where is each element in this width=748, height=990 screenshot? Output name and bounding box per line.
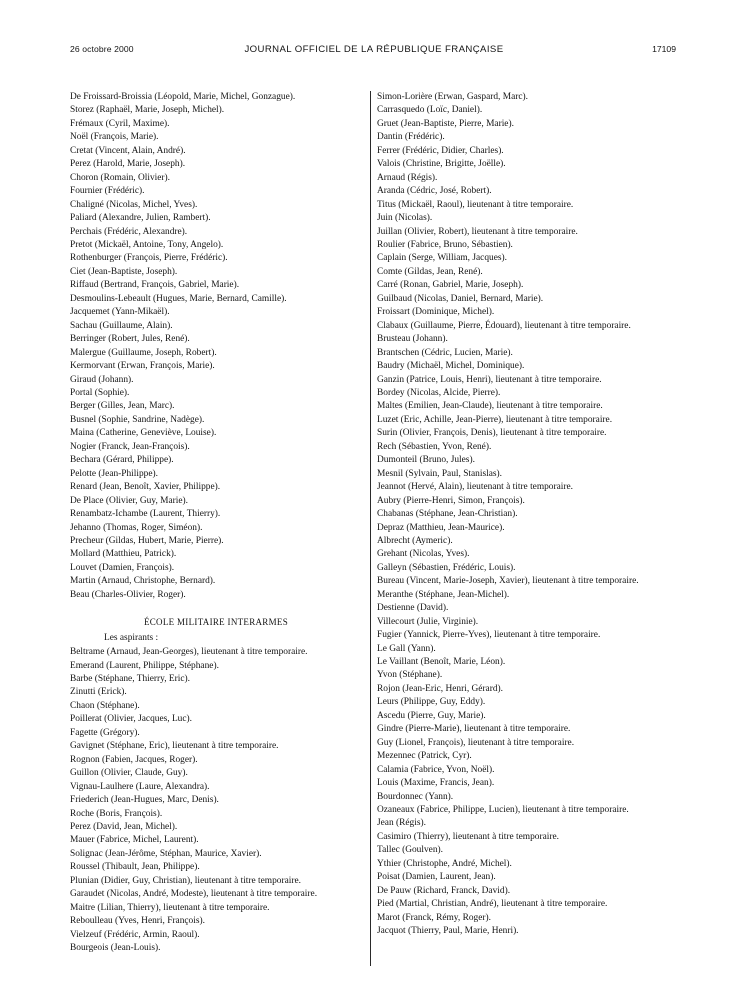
list-item: Arnaud (Régis). (377, 172, 438, 183)
list-item: Mezennec (Patrick, Cyr). (377, 751, 472, 762)
list-item: Roussel (Thibault, Jean, Philippe). (70, 862, 200, 873)
list-item: Plunian (Didier, Guy, Christian), lieutenant à titre temporaire. (70, 875, 301, 886)
list-item: Chaligné (Nicolas, Michel, Yves). (70, 199, 198, 210)
list-item: Comte (Gildas, Jean, René). (377, 266, 483, 277)
list-item: Cretat (Vincent, Alain, André). (70, 145, 186, 156)
list-item: Solignac (Jean-Jérôme, Stéphan, Maurice, Xavier). (70, 848, 262, 859)
list-item: Giraud (Johann). (70, 374, 134, 385)
list-item: Rothenburger (François, Pierre, Frédéric). (70, 253, 228, 264)
right-column (377, 91, 675, 939)
list-item: Surin (Olivier, François, Denis), lieutenant à titre temporaire. (377, 428, 607, 439)
list-item: Pelotte (Jean-Philippe). (70, 468, 159, 479)
list-item: Fagette (Grégory). (70, 727, 140, 738)
list-item: Guilbaud (Nicolas, Daniel, Bernard, Marie). (377, 293, 544, 304)
list-item: Fournier (Frédéric). (70, 186, 145, 197)
list-item: Jean (Régis). (377, 818, 426, 829)
list-item: Bureau (Vincent, Marie-Joseph, Xavier), lieutenant à titre temporaire. (377, 576, 639, 587)
list-item: Renard (Jean, Benoît, Xavier, Philippe). (70, 482, 221, 493)
list-item: Frémaux (Cyril, Maxime). (70, 118, 170, 129)
list-item: Ozaneaux (Fabrice, Philippe, Lucien), lieutenant à titre temporaire. (377, 805, 629, 816)
list-item: Luzet (Eric, Achille, Jean-Pierre), lieutenant à titre temporaire. (377, 414, 613, 425)
list-item: Ferrer (Frédéric, Didier, Charles). (377, 145, 504, 156)
list-item: Martin (Arnaud, Christophe, Bernard). (70, 576, 216, 587)
list-item: Carrasquedo (Loïc, Daniel). (377, 105, 483, 116)
list-item: Kermorvant (Erwan, François, Marie). (70, 361, 215, 372)
list-item: Portal (Sophie). (70, 387, 130, 398)
list-item: Simon-Lorière (Erwan, Gaspard, Marc). (377, 92, 528, 102)
list-item: Aranda (Cédric, José, Robert). (377, 186, 492, 197)
list-item: Perez (Harold, Marie, Joseph). (70, 159, 186, 170)
list-item: Calamia (Fabrice, Yvon, Noël). (377, 764, 495, 775)
list-item: Vignau-Laulhere (Laure, Alexandra). (70, 781, 210, 792)
list-item: Chabanas (Stéphane, Jean-Christian). (377, 509, 518, 520)
list-item: Jeannot (Hervé, Alain), lieutenant à titre temporaire. (377, 482, 574, 493)
list-item: Yvon (Stéphane). (377, 670, 443, 681)
list-item: Maina (Catherine, Geneviève, Louise). (70, 428, 217, 439)
list-item: Jehanno (Thomas, Roger, Siméon). (70, 522, 203, 533)
list-item: Galleyn (Sébastien, Frédéric, Louis). (377, 562, 516, 573)
list-item: Sachau (Guillaume, Alain). (70, 320, 173, 331)
column-divider (370, 91, 371, 966)
list-item: Maitre (Lilian, Thierry), lieutenant à titre temporaire. (70, 902, 270, 913)
list-item: Louvet (Damien, François). (70, 562, 175, 573)
list-item: Gindre (Pierre-Marie), lieutenant à titre temporaire. (377, 724, 571, 735)
list-item: Perez (David, Jean, Michel). (70, 822, 178, 833)
list-item: Bourdonnec (Yann). (377, 791, 454, 802)
list-item: Emerand (Laurent, Philippe, Stéphane). (70, 660, 219, 671)
page-number: 17109 (652, 44, 676, 54)
list-item: Friederich (Jean-Hugues, Marc, Denis). (70, 795, 219, 806)
list-item: Valois (Christine, Brigitte, Joëlle). (377, 159, 506, 170)
list-item: Casimiro (Thierry), lieutenant à titre temporaire. (377, 831, 559, 842)
list-item: Aubry (Pierre-Henri, Simon, François). (377, 495, 525, 506)
name-list-top (70, 91, 362, 602)
list-item: Ciet (Jean-Baptiste, Joseph). (70, 266, 178, 277)
list-item: Albrecht (Aymeric). (377, 535, 453, 546)
list-item: Mauer (Fabrice, Michel, Laurent). (70, 835, 199, 846)
list-item: Nogier (Franck, Jean-François). (70, 441, 190, 452)
list-item: Bechara (Gérard, Philippe). (70, 455, 174, 466)
list-item: Choron (Romain, Olivier). (70, 172, 170, 183)
list-item: Riffaud (Bertrand, François, Gabriel, Marie). (70, 280, 240, 291)
list-item: Dumonteil (Bruno, Jules). (377, 455, 475, 466)
list-item: De Place (Olivier, Guy, Marie). (70, 495, 188, 506)
list-item: Juin (Nicolas). (377, 213, 433, 224)
list-item: Fugier (Yannick, Pierre-Yves), lieutenant à titre temporaire. (377, 630, 601, 641)
header-date: 26 octobre 2000 (70, 44, 134, 54)
list-item: Garaudet (Nicolas, André, Modeste), lieutenant à titre temporaire. (70, 889, 318, 900)
list-item: Rech (Sébastien, Yvon, René). (377, 441, 492, 452)
list-item: Ganzin (Patrice, Louis, Henri), lieutenant à titre temporaire. (377, 374, 602, 385)
list-item: Pied (Martial, Christian, André), lieutenant à titre temporaire. (377, 899, 608, 910)
list-item: Barbe (Stéphane, Thierry, Eric). (70, 674, 191, 685)
list-item: Clabaux (Guillaume, Pierre, Édouard), lieutenant à titre temporaire. (377, 320, 631, 331)
list-item: Destienne (David). (377, 603, 449, 614)
list-item: Gavignet (Stéphane, Eric), lieutenant à titre temporaire. (70, 741, 279, 752)
list-item: Reboulleau (Yves, Henri, François). (70, 916, 205, 927)
list-item: Brantschen (Cédric, Lucien, Marie). (377, 347, 513, 358)
name-list-aspirants (70, 646, 362, 955)
list-item: Perchais (Frédéric, Alexandre). (70, 226, 188, 237)
section-title: ÉCOLE MILITAIRE INTERARMES (143, 617, 289, 628)
list-item: Noël (François, Marie). (70, 132, 159, 143)
list-item: De Froissard-Broissia (Léopold, Marie, Michel, Gonzague). (70, 92, 296, 102)
section-subhead: Les aspirants : (104, 632, 159, 643)
journal-title: JOURNAL OFFICIEL DE LA RÉPUBLIQUE FRANÇAISE (244, 44, 504, 55)
list-item: Poillerat (Olivier, Jacques, Luc). (70, 714, 192, 725)
list-item: Berger (Gilles, Jean, Marc). (70, 401, 175, 412)
list-item: Bordey (Nicolas, Alcide, Pierre). (377, 387, 501, 398)
list-item: Vielzeuf (Frédéric, Armin, Raoul). (70, 929, 200, 940)
list-item: Beltrame (Arnaud, Jean-Georges), lieutenant à titre temporaire. (70, 647, 308, 658)
list-item: Brusteau (Johann). (377, 334, 448, 345)
list-item: Marot (Franck, Rémy, Roger). (377, 912, 491, 923)
list-item: Zinutti (Erick). (70, 687, 127, 698)
list-item: Roulier (Fabrice, Bruno, Sébastien). (377, 239, 513, 250)
list-item: Ascedu (Pierre, Guy, Marie). (377, 710, 486, 721)
list-item: Froissart (Dominique, Michel). (377, 307, 495, 318)
list-item: De Pauw (Richard, Franck, David). (377, 885, 511, 896)
list-item: Baudry (Michaël, Michel, Dominique). (377, 361, 525, 372)
list-item: Ythier (Christophe, André, Michel). (377, 858, 512, 869)
list-item: Roche (Boris, François). (70, 808, 163, 819)
list-item: Jacquemet (Yann-Mikaël). (70, 307, 170, 318)
list-item: Rojon (Jean-Eric, Henri, Gérard). (377, 683, 503, 694)
list-item: Titus (Mickaël, Raoul), lieutenant à titre temporaire. (377, 199, 574, 210)
list-item: Chaon (Stéphane). (70, 700, 140, 711)
list-item: Louis (Maxime, Francis, Jean). (377, 778, 495, 789)
list-item: Villecourt (Julie, Virginie). (377, 616, 479, 627)
list-item: Busnel (Sophie, Sandrine, Nadège). (70, 414, 205, 425)
list-item: Le Gall (Yann). (377, 643, 436, 654)
list-item: Paliard (Alexandre, Julien, Rambert). (70, 213, 211, 224)
list-item: Maltes (Emilien, Jean-Claude), lieutenant à titre temporaire. (377, 401, 603, 412)
list-item: Tallec (Goulven). (377, 845, 443, 856)
left-column (70, 91, 362, 956)
list-item: Caplain (Serge, William, Jacques). (377, 253, 507, 264)
list-item: Berringer (Robert, Jules, René). (70, 334, 190, 345)
list-item: Carré (Ronan, Gabriel, Marie, Joseph). (377, 280, 524, 291)
list-item: Depraz (Matthieu, Jean-Maurice). (377, 522, 505, 533)
list-item: Beau (Charles-Olivier, Roger). (70, 589, 186, 600)
list-item: Poisat (Damien, Laurent, Jean). (377, 872, 496, 883)
list-item: Meranthe (Stéphane, Jean-Michel). (377, 589, 510, 600)
list-item: Precheur (Gildas, Hubert, Marie, Pierre). (70, 535, 224, 546)
list-item: Desmoulins-Lebeault (Hugues, Marie, Bernard, Camille). (70, 293, 287, 304)
list-item: Malergue (Guillaume, Joseph, Robert). (70, 347, 217, 358)
list-item: Gruet (Jean-Baptiste, Pierre, Marie). (377, 118, 514, 129)
list-item: Guillon (Olivier, Claude, Guy). (70, 768, 188, 779)
list-item: Guy (Lionel, François), lieutenant à titre temporaire. (377, 737, 575, 748)
list-item: Pretot (Mickaël, Antoine, Tony, Angelo). (70, 239, 224, 250)
list-item: Mollard (Matthieu, Patrick). (70, 549, 177, 560)
list-item: Bourgeois (Jean-Louis). (70, 943, 161, 954)
list-item: Grehant (Nicolas, Yves). (377, 549, 470, 560)
list-item: Leurs (Philippe, Guy, Eddy). (377, 697, 486, 708)
list-item: Dantin (Frédéric). (377, 132, 445, 143)
list-item: Mesnil (Sylvain, Paul, Stanislas). (377, 468, 502, 479)
list-item: Storez (Raphaël, Marie, Joseph, Michel). (70, 105, 225, 116)
name-list-right (377, 91, 675, 939)
list-item: Le Vaillant (Benoît, Marie, Léon). (377, 657, 506, 668)
list-item: Jacquot (Thierry, Paul, Marie, Henri). (377, 926, 519, 937)
list-item: Juillan (Olivier, Robert), lieutenant à titre temporaire. (377, 226, 578, 237)
list-item: Rognon (Fabien, Jacques, Roger). (70, 754, 198, 765)
page-header (0, 44, 748, 58)
list-item: Renambatz-Ichambe (Laurent, Thierry). (70, 509, 221, 520)
